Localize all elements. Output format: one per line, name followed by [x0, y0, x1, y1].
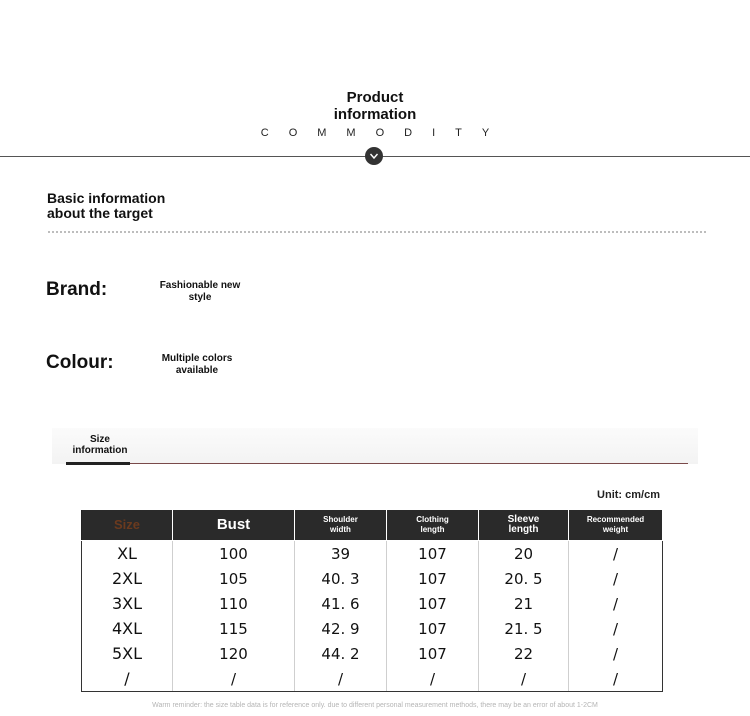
cell-weight: /	[569, 591, 663, 616]
header-recommended-weight	[569, 510, 663, 541]
cell-shoulder: 42. 9	[295, 616, 387, 641]
page-title-line1: Product	[346, 89, 404, 106]
brand-value	[150, 280, 250, 304]
table-row	[82, 566, 663, 591]
cell-sleeve-length: /	[479, 666, 569, 692]
cell-size: 3XL	[82, 591, 173, 616]
cell-size: 4XL	[82, 616, 173, 641]
cell-size: XL	[82, 541, 173, 567]
cell-clothing-length: 107	[387, 616, 479, 641]
header-clothing-length	[387, 510, 479, 541]
colour-value-line2: available	[175, 365, 219, 376]
header-sleeve-line2: length	[508, 524, 539, 535]
cell-clothing-length: 107	[387, 566, 479, 591]
cell-shoulder: /	[295, 666, 387, 692]
warm-reminder-note: Warm reminder: the size table data is for reference only. due to different personal measurement methods, there may be an error of about 1-2CM	[152, 702, 598, 709]
basic-info-heading-line2: about the target	[47, 205, 153, 221]
cell-shoulder: 41. 6	[295, 591, 387, 616]
cell-weight: /	[569, 541, 663, 567]
header-weight-line1: Recommended	[586, 515, 645, 524]
cell-weight: /	[569, 616, 663, 641]
cell-bust: /	[173, 666, 295, 692]
cell-sleeve-length: 20	[479, 541, 569, 567]
cell-bust: 110	[173, 591, 295, 616]
cell-bust: 100	[173, 541, 295, 567]
header-bust	[173, 510, 295, 541]
size-info-band	[52, 428, 698, 464]
header-clothing-line2: length	[420, 525, 445, 534]
page-title	[275, 89, 475, 123]
size-info-heading-line1: Size	[89, 434, 110, 445]
size-info-heading-line2: information	[72, 445, 128, 456]
unit-label: Unit: cm/cm	[597, 489, 660, 501]
header-sleeve-line1: Sleeve	[507, 514, 540, 525]
page-subtitle: COMMODITY	[260, 127, 510, 139]
table-row	[82, 541, 663, 567]
size-info-underline-accent	[66, 462, 130, 465]
header-size	[82, 510, 173, 541]
page-title-line2: information	[333, 106, 417, 123]
cell-clothing-length: 107	[387, 641, 479, 666]
cell-clothing-length: 107	[387, 591, 479, 616]
header-shoulder-line1: Shoulder	[323, 515, 358, 524]
cell-shoulder: 44. 2	[295, 641, 387, 666]
header-weight-line2: weight	[602, 525, 629, 534]
colour-value	[147, 353, 247, 377]
header-shoulder-line2: width	[330, 525, 351, 534]
table-row	[82, 641, 663, 666]
cell-shoulder: 40. 3	[295, 566, 387, 591]
colour-value-line1: Multiple colors	[161, 353, 233, 364]
cell-sleeve-length: 21. 5	[479, 616, 569, 641]
colour-label: Colour:	[46, 352, 114, 373]
cell-bust: 115	[173, 616, 295, 641]
cell-bust: 105	[173, 566, 295, 591]
header-bust-label: Bust	[216, 516, 251, 533]
cell-sleeve-length: 21	[479, 591, 569, 616]
cell-sleeve-length: 22	[479, 641, 569, 666]
size-info-heading	[60, 434, 140, 456]
cell-size: /	[82, 666, 173, 692]
dotted-divider	[48, 231, 706, 233]
cell-weight: /	[569, 566, 663, 591]
basic-info-heading	[47, 191, 165, 221]
cell-clothing-length: 107	[387, 541, 479, 567]
cell-shoulder: 39	[295, 541, 387, 567]
cell-size: 5XL	[82, 641, 173, 666]
cell-sleeve-length: 20. 5	[479, 566, 569, 591]
header-size-label: Size	[113, 517, 140, 532]
size-table	[81, 509, 663, 692]
header-shoulder-width	[295, 510, 387, 541]
basic-info-heading-line1: Basic information	[47, 190, 166, 206]
cell-weight: /	[569, 641, 663, 666]
cell-clothing-length: /	[387, 666, 479, 692]
brand-label: Brand:	[46, 279, 108, 300]
table-row	[82, 591, 663, 616]
cell-weight: /	[569, 666, 663, 692]
size-info-underline	[130, 463, 688, 464]
cell-size: 2XL	[82, 566, 173, 591]
cell-bust: 120	[173, 641, 295, 666]
table-row	[82, 616, 663, 641]
table-header-row	[82, 510, 663, 541]
brand-value-line2: style	[188, 292, 212, 303]
table-row	[82, 666, 663, 692]
header-sleeve-length	[479, 510, 569, 541]
header-clothing-line1: Clothing	[416, 515, 449, 524]
chevron-down-icon	[365, 147, 383, 165]
brand-value-line1: Fashionable new	[159, 280, 241, 291]
